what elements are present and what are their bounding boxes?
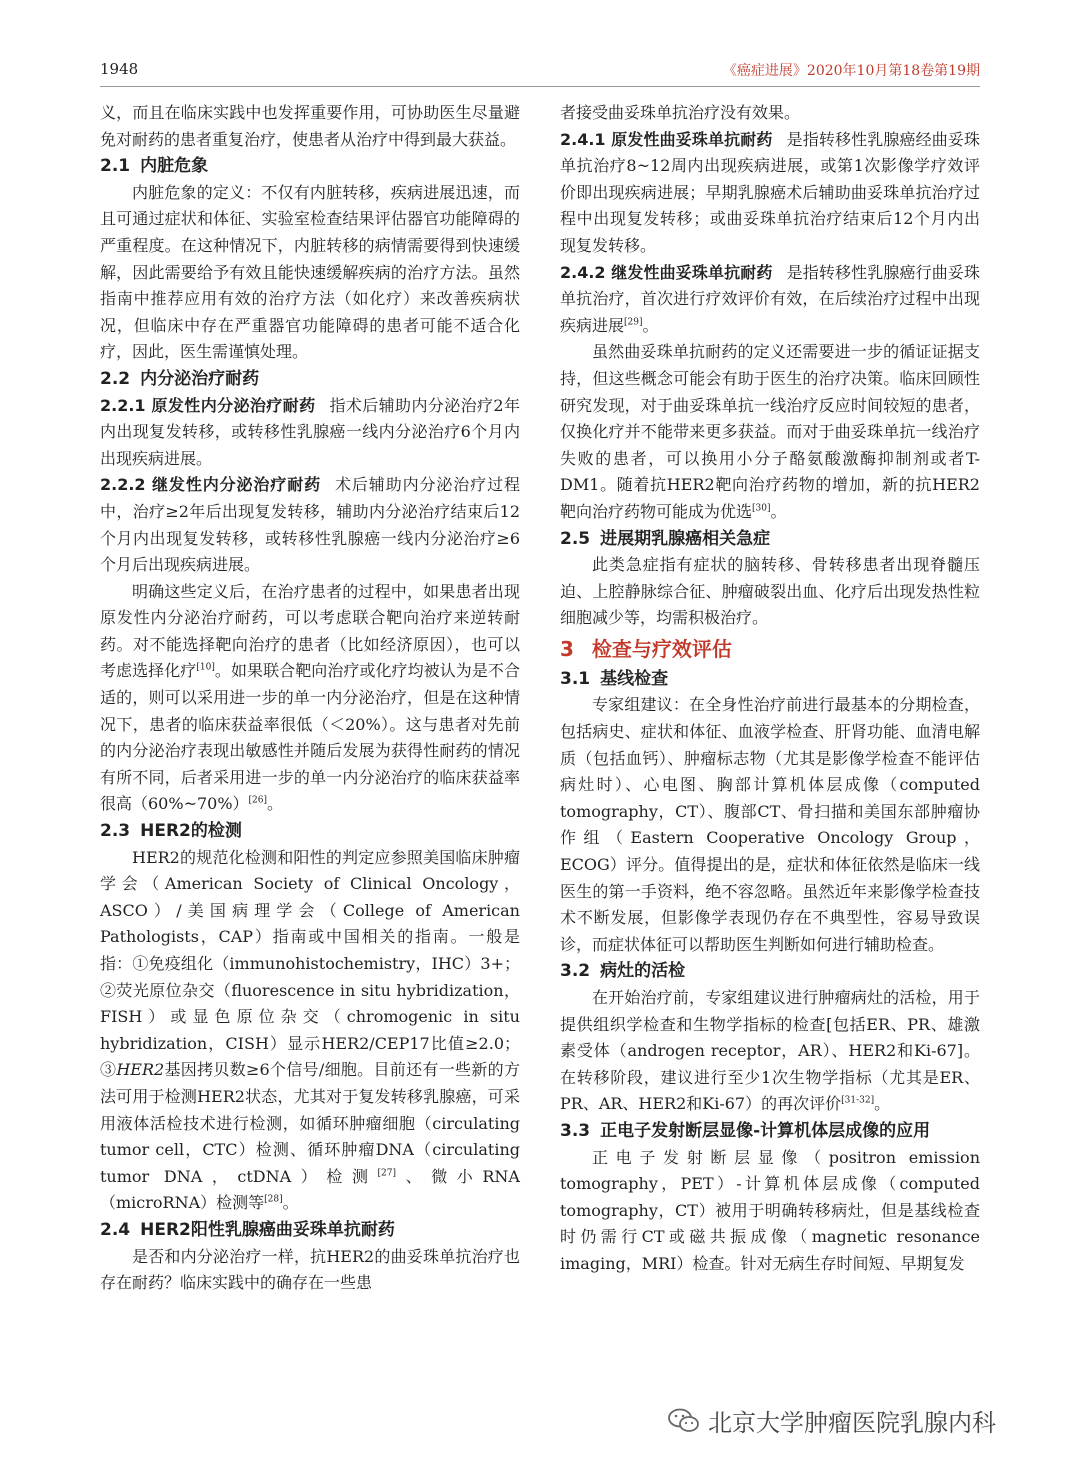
- citation-ref: [28]: [264, 1195, 283, 1206]
- section-heading-3-2: 3.2 病灶的活检: [560, 961, 686, 982]
- paragraph: 是否和内分泌治疗一样，抗HER2的曲妥珠单抗治疗也存在耐药？临床实践中的确存在一些患: [100, 1246, 520, 1293]
- section-heading-3-3: 3.3 正电子发射断层显像-计算机体层成像的应用: [560, 1120, 931, 1141]
- subsection-title-2-2-2: 2.2.2 继发性内分泌治疗耐药: [100, 475, 321, 495]
- paragraph: 此类急症指有症状的脑转移、骨转移患者出现脊髓压迫、上腔静脉综合征、肿瘤破裂出血、化疗后出现发热性粒细胞减少等，均需积极治疗。: [560, 555, 980, 628]
- left-column: [100, 100, 520, 1297]
- paragraph: 内脏危象的定义：不仅有内脏转移，疾病进展迅速，而且可通过症状和体征、实验室检查结果评估器官功能障碍的严重程度。在这种情况下，内脏转移的病情需要得到快速缓解，因此需要给予有效且能快速缓解疾病的治疗方法。虽然指南中推荐应用有效的治疗方法（如化疗）来改善疾病状况，但临床中存在严重器官功能障碍的患者可能不适合化疗，因此，医生需谨慎处理。: [100, 182, 520, 362]
- citation-ref: [29]: [624, 317, 643, 328]
- section-heading-2-2: 2.2 内分泌治疗耐药: [100, 368, 260, 389]
- right-column: [560, 100, 980, 1278]
- paragraph: 2.4.2 继发性曲妥珠单抗耐药 是指转移性乳腺癌行曲妥珠单抗治疗，首次进行疗效评价有效，在后续治疗过程中出现疾病进展[29]。: [560, 262, 980, 335]
- paragraph: 虽然曲妥珠单抗耐药的定义还需要进一步的循证证据支持，但这些概念可能会有助于医生的治疗决策。临床回顾性研究发现，对于曲妥珠单抗一线治疗反应时间较短的患者，仅换化疗并不能带来更多获益。而对于曲妥珠单抗一线治疗失败的患者，可以换用小分子酪氨酸激酶抑制剂或者T-DM1。随着抗HER2靶向治疗药物的增加，新的抗HER2靶向治疗药物可能成为优选[30]。: [560, 342, 980, 521]
- section-heading-2-4: 2.4 HER2阳性乳腺癌曲妥珠单抗耐药: [100, 1219, 395, 1240]
- section-heading-2-5: 2.5 进展期乳腺癌相关急症: [560, 528, 771, 549]
- section-heading-2-3: 2.3 HER2的检测: [100, 821, 242, 842]
- paragraph: 2.2.2 继发性内分泌治疗耐药 术后辅助内分泌治疗过程中，治疗≥2年后出现复发转移，辅助内分泌治疗结束后12个月内出现复发转移，或转移性乳腺癌一线内分泌治疗≥6个月后出现疾病进展。: [100, 475, 520, 575]
- paragraph: HER2的规范化检测和阳性的判定应参照美国临床肿瘤学会（American Society of Clinical Oncology，ASCO）/美国病理学会（College of American Pathologists，CAP）指南或中国相关的指南。一般是指：①免疫组化（immunohistochemistry，IHC）3+；②荧光原位杂交（fluorescence in situ hybridization，FISH）或显色原位杂交（chromogenic in situ hybridization，CISH）显示HER2/CEP17比值≥2.0；③HER2基因拷贝数≥6个信号/细胞。目前还有一些新的方法可用于检测HER2状态，尤其对于复发转移乳腺癌，可采用液体活检技术进行检测，如循环肿瘤细胞（circulating tumor cell，CTC）检测、循环肿瘤DNA（circulating tumor DNA，ctDNA）检测[27]、微小RNA（microRNA）检测等[28]。: [100, 847, 520, 1213]
- wechat-icon: [668, 1408, 700, 1434]
- citation-ref: [26]: [248, 796, 268, 807]
- paragraph: 专家组建议：在全身性治疗前进行最基本的分期检查，包括病史、症状和体征、血液学检查、肝肾功能、血清电解质（包括血钙）、肿瘤标志物（尤其是影像学检查不能评估病灶时）、心电图、胸部计算机体层成像（computed tomography，CT）、腹部CT、骨扫描和美国东部肿瘤协作组（Eastern Cooperative Oncology Group，ECOG）评分。值得提出的是，症状和体征依然是临床一线医生的第一手资料，绝不容忽略。虽然近年来影像学检查技术不断发展，但影像学表现仍存在不典型性，容易导致误诊，而症状体征可以帮助医生判断如何进行辅助检查。: [560, 695, 980, 954]
- paragraph: 义，而且在临床实践中也发挥重要作用，可协助医生尽量避免对耐药的患者重复治疗，使患者从治疗中得到最大获益。: [100, 103, 520, 149]
- paragraph: 明确这些定义后，在治疗患者的过程中，如果患者出现原发性内分泌治疗耐药，可以考虑联合靶向治疗来逆转耐药。对不能选择靶向治疗的患者（比如经济原因），也可以考虑选择化疗[10]。如果联合靶向治疗或化疗均被认为是不合适的，则可以采用进一步的单一内分泌治疗，但是在这种情况下，患者的临床获益率很低（＜20%）。这与患者对先前的内分泌治疗表现出敏感性并随后发展为获得性耐药的情况有所不同，后者采用进一步的单一内分泌治疗的临床获益率很高（60%~70%）[26]。: [100, 581, 520, 814]
- subsection-title-2-4-1: 2.4.1 原发性曲妥珠单抗耐药: [560, 129, 773, 149]
- paragraph: 2.2.1 原发性内分泌治疗耐药 指术后辅助内分泌治疗2年内出现复发转移，或转移性乳腺癌一线内分泌治疗6个月内出现疾病进展。: [100, 395, 520, 468]
- page-number: 1948: [100, 60, 139, 78]
- paragraph: 在开始治疗前，专家组建议进行肿瘤病灶的活检，用于提供组织学检查和生物学指标的检查[包括ER、PR、雄激素受体（androgen receptor，AR）、HER2和Ki-67]。在转移阶段，建议进行至少1次生物学指标（尤其是ER、PR、AR、HER2和Ki-67）的再次评价[31-32]。: [560, 988, 980, 1114]
- watermark-text: 北京大学肿瘤医院乳腺内科: [708, 1409, 996, 1437]
- citation-ref: [30]: [752, 503, 771, 514]
- citation-ref: [10]: [196, 663, 215, 674]
- header-rule: [100, 86, 980, 87]
- section-heading-2-1: 2.1 内脏危象: [100, 156, 209, 177]
- journal-citation: 《癌症进展》2020年10月第18卷第19期: [722, 63, 980, 79]
- citation-ref: [27]: [377, 1168, 397, 1179]
- paragraph: 2.4.1 原发性曲妥珠单抗耐药 是指转移性乳腺癌经曲妥珠单抗治疗8~12周内出现疾病进展，或第1次影像学疗效评价即出现疾病进展；早期乳腺癌术后辅助曲妥珠单抗治疗过程中出现复发转移；或曲妥珠单抗治疗结束后12个月内出现复发转移。: [560, 129, 980, 255]
- paragraph: 者接受曲妥珠单抗治疗没有效果。: [560, 103, 801, 122]
- section-heading-3-1: 3.1 基线检查: [560, 668, 669, 689]
- section-heading-3: 3 检查与疗效评估: [560, 636, 732, 661]
- subsection-title-2-4-2: 2.4.2 继发性曲妥珠单抗耐药: [560, 262, 773, 282]
- paragraph: 正电子发射断层显像（positron emission tomography，PET）-计算机体层成像（computed tomography，CT）被用于明确转移病灶，但是基线检查时仍需行CT或磁共振成像（magnetic resonance imaging，MRI）检查。针对无病生存时间短、早期复发: [560, 1147, 980, 1273]
- subsection-title-2-2-1: 2.2.1 原发性内分泌治疗耐药: [100, 395, 316, 415]
- citation-ref: [31-32]: [841, 1096, 875, 1107]
- watermark: [668, 1403, 996, 1438]
